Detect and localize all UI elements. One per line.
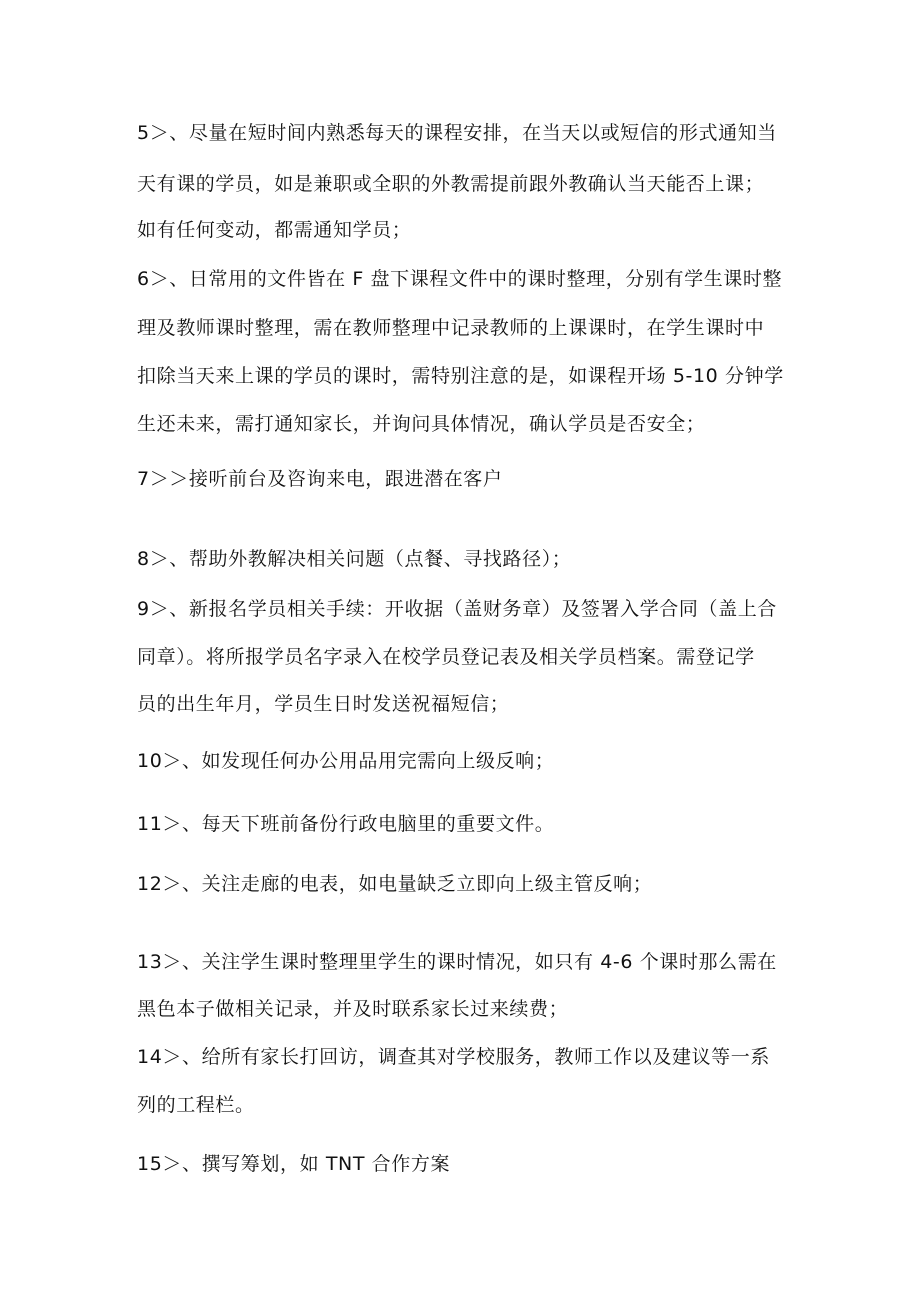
item-10-line-1: 10＞、如发现任何办公用品用完需向上级反响；: [137, 750, 555, 772]
item-6-line-3: 扣除当天来上课的学员的课时，需特别注意的是，如课程开场 5-10 分钟学: [137, 365, 784, 387]
item-11-line-1: 11＞、每天下班前备份行政电脑里的重要文件。: [137, 813, 555, 835]
item-5-line-2: 天有课的学员，如是兼职或全职的外教需提前跟外教确认当天能否上课；: [137, 173, 765, 195]
item-6-line-1: 6＞、日常用的文件皆在 F 盘下课程文件中的课时整理，分别有学生课时整: [137, 268, 783, 290]
item-5-line-3: 如有任何变动，都需通知学员；: [137, 219, 412, 241]
item-6-line-4: 生还未来，需打通知家长，并询问具体情况，确认学员是否安全；: [137, 413, 706, 435]
item-12-line-1: 12＞、关注走廊的电表，如电量缺乏立即向上级主管反响；: [137, 873, 653, 895]
item-9-line-3: 员的出生年月，学员生日时发送祝福短信；: [137, 693, 510, 715]
item-7-line-1: 7＞＞接听前台及咨询来电，跟进潜在客户: [137, 468, 503, 490]
item-15-line-1: 15＞、撰写筹划，如 TNT 合作方案: [137, 1153, 451, 1175]
item-14-line-1: 14＞、给所有家长打回访，调查其对学校服务，教师工作以及建议等一系: [137, 1046, 770, 1068]
item-6-line-2: 理及教师课时整理，需在教师整理中记录教师的上课课时，在学生课时中: [137, 317, 765, 339]
item-5-line-1: 5＞、尽量在短时间内熟悉每天的课程安排，在当天以或短信的形式通知当: [137, 122, 777, 144]
item-14-line-2: 列的工程栏。: [137, 1094, 255, 1116]
item-9-line-1: 9＞、新报名学员相关手续：开收据（盖财务章）及签署入学合同（盖上合: [137, 598, 777, 620]
item-13-line-2: 黑色本子做相关记录，并及时联系家长过来续费；: [137, 998, 569, 1020]
item-9-line-2: 同章）。将所报学员名字录入在校学员登记表及相关学员档案。需登记学: [137, 646, 755, 668]
item-8-line-1: 8＞、帮助外教解决相关问题（点餐、寻找路径）；: [137, 548, 572, 570]
item-13-line-1: 13＞、关注学生课时整理里学生的课时情况，如只有 4-6 个课时那么需在: [137, 951, 777, 973]
